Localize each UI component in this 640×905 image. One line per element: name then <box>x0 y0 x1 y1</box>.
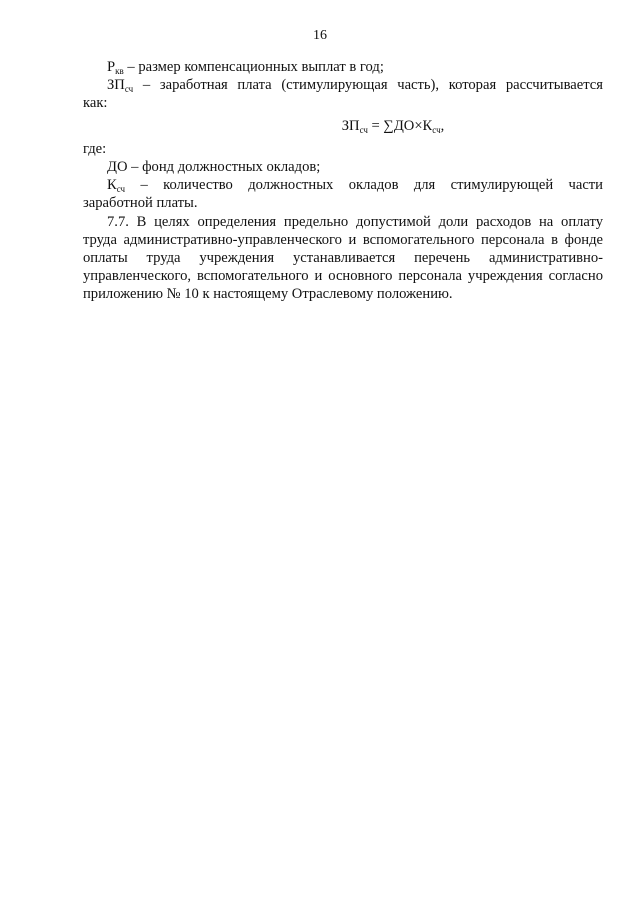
definition-rkv-text: – размер компенсационных выплат в год; <box>123 59 384 75</box>
definition-zpsch-continuation: как: <box>83 95 108 112</box>
symbol-r: Р <box>107 59 116 75</box>
subscript-sch: сч <box>124 84 134 95</box>
subscript-kv: кв <box>115 66 124 76</box>
definition-ksch-text: – количество должностных окладов для стимулирующей части <box>125 177 603 194</box>
subscript-sch: сч <box>116 184 126 195</box>
definition-ksch <box>83 176 603 194</box>
section-7-7-paragraph: 7.7. В целях определения предельно допустимой доли расходов на оплату труда административно-управленческого и вспомогательного персонала в фонде оплаты труда учреждения устанавливается перечень административно-управленческого, вспомогательного и основного персонала учреждения согласно приложению № 10 к настоящему Отраслевому положению. <box>83 213 603 303</box>
definition-zpsch-text: – заработная плата (стимулирующая часть), которая рассчитывается <box>133 77 603 94</box>
definition-zpsch <box>83 76 603 94</box>
formula <box>83 117 603 135</box>
formula-lhs: ЗП <box>341 117 360 134</box>
document-body <box>83 58 603 304</box>
where-label: где: <box>83 140 107 157</box>
symbol-k: К <box>107 177 117 194</box>
formula-rhs: = ∑ДО×К <box>367 117 433 134</box>
definition-rkv <box>83 58 603 76</box>
formula-lhs-subscript: сч <box>359 124 368 135</box>
definition-do: ДО – фонд должностных окладов; <box>107 159 321 176</box>
formula-rhs-subscript: сч <box>432 124 441 135</box>
definition-ksch-continuation: заработной платы. <box>83 195 198 212</box>
page-number: 16 <box>313 28 327 43</box>
symbol-zp: ЗП <box>107 77 125 94</box>
formula-tail: , <box>440 117 445 134</box>
